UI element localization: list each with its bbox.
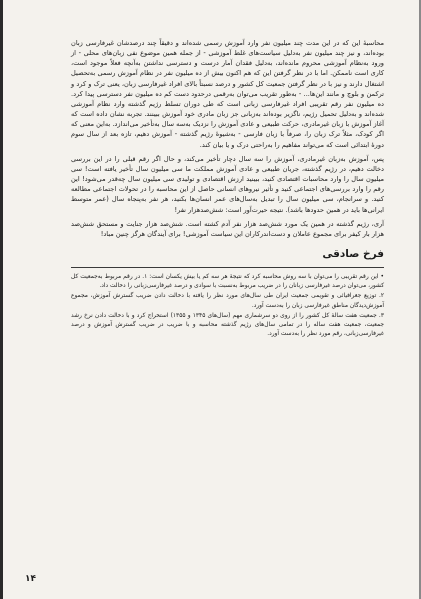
article-paragraph-2: پس، آموزش به‌زبان غیرمادری، آموزش را سه سال دچار تأخیر می‌کند، و حال اگر رقم قبلی را در این بررسی دخالت دهیم، در رژیم گذشته، جریان طبیعی و عادی آموزش مملکت ما سی میلیون سال تأخیر یافته است! سی میلیون سال را وارد محاسبات اقتصادی کنید، ببینید ارزش اقتصادی و تولیدی سی میلیون سال چه‌قدر می‌شود! این رقم را وارد بررسی‌های اجتماعی کنید و تأثیر نیروهای انسانی حاصل از این محاسبه را در تحولات اجتماعی مطالعه کنید. و سرانجام، سی میلیون سال را تبدیل به‌سال‌های عمر انسان‌ها بکنید، هر نفر به‌پنجاه سال (عمر متوسط ایرانی‌ها باید در همین حدودها باشد). نتیجه حیرت‌آور است: شش‌صدهزار نفر! — [71, 154, 384, 214]
article-paragraph-1: محاسبهٔ این که در این مدت چند میلیون نفر وارد آموزش رسمی شده‌اند و دقیقاً چند درصدشان غیرفارسی زبان بوده‌اند، و نیز چند میلیون نفر به‌دلیل سیاست‌های غلط آموزشی - از جمله همین موضوع نفی زبان‌های محلی - از ورود به‌نظام آموزشی محروم مانده‌اند، به‌دلیل فقدان آمار درست و دسترسی نداشتن به‌آنچه فعلاً موجود است، کاری است ناممکن. اما با در نظر گرفتن این که هم اکنون بیش از ده میلیون نفر در نظام آموزش رسمی به‌تحصیل اشتغال دارند و نیز با در نظر گرفتن جمعیت کل کشور و درصد نسبتاً بالای افراد غیرفارسی زبان، یعنی ترک و کرد و ترکمن و بلوچ و مانند این‌ها... - به‌طور تقریب می‌توان به‌رقمی درحدود دست کم ده میلیون نفر دسترسی پیدا کرد. ده میلیون نفر رقم تقریبی افراد غیرفارسی زبانی است که طی دوران تسلط رژیم گذشته وارد نظام آموزشی شده‌اند و به‌دلیل تحمیل رژیم، ناگزیر بوده‌اند به‌زبانی جز زبان مادری خود آموزش ببینند. تجربه نشان داده است که آغاز آموزش با زبان غیرمادری، حرکت طبیعی و عادی آموزش را نزدیک به‌سه سال به‌تأخیر می‌اندازد. به‌این معنی که اگر کودک، مثلاً ترک زبان را، صرفاً با زبان فارسی - به‌شیوهٔ رژیم گذشته - آموزش دهیم، تازه بعد از سال سوم دورهٔ ابتدائی است که می‌تواند مفاهیم را به‌راحتی درک و یا بیان کند. — [71, 39, 384, 149]
article-paragraph-3: آری، رژیم گذشته در همین یک مورد شش‌صد هزار نفر آدم کشته است. شش‌صد هزار جنایت و مستحق شش‌صد هزار بار کیفر برای مجموع عاملان و دست‌اندرکاران این سیاست آموزشی! برای آیندگان هرگز چنین مباد! — [71, 219, 384, 238]
footnote-1: • این رقم تقریبی را می‌توان با سه روش محاسبه کرد که نتیجهٔ هر سه کم یا بیش یکسان است: ۱. در رقم مربوط به‌جمعیت کل کشور، می‌توان درصد غیرفارسی زبانان را در ضریب مربوط به‌نسبت با سوادی و درصد غیرفارسی‌زبانی را دخالت داد. — [71, 273, 384, 290]
footnote-divider — [71, 267, 384, 268]
article-body — [71, 38, 384, 340]
author-signature: فرخ صادقی — [322, 247, 384, 260]
footnotes — [71, 273, 384, 339]
page-number: ۱۴ — [25, 574, 36, 584]
footnote-2: ۲. توزیع جغرافیائی و تقویمی جمعیت ایران طی سال‌های مورد نظر را یافته با دخالت دادن ضریب گسترش آموزش، مجموع آموزش‌دیدگان مناطق غیرفارسی زبان را به‌دست آورد. — [71, 293, 384, 309]
footnote-3: ۳. جمعیت هفت سالهٔ کل کشور را از روی دو سرشماری مهم (سال‌های ۱۳۴۵ و ۱۳۵۵) استخراج کرد و با دخالت دادن نرخ رشد جمعیت، جمعیت هفت ساله را در تمامی سال‌های رژیم گذشته محاسبه و با ضریب در ضریب گسترش آموزش و درصد غیرفارسی‌زبانی، رقم مورد نظر را به‌دست آورد. — [71, 312, 384, 338]
